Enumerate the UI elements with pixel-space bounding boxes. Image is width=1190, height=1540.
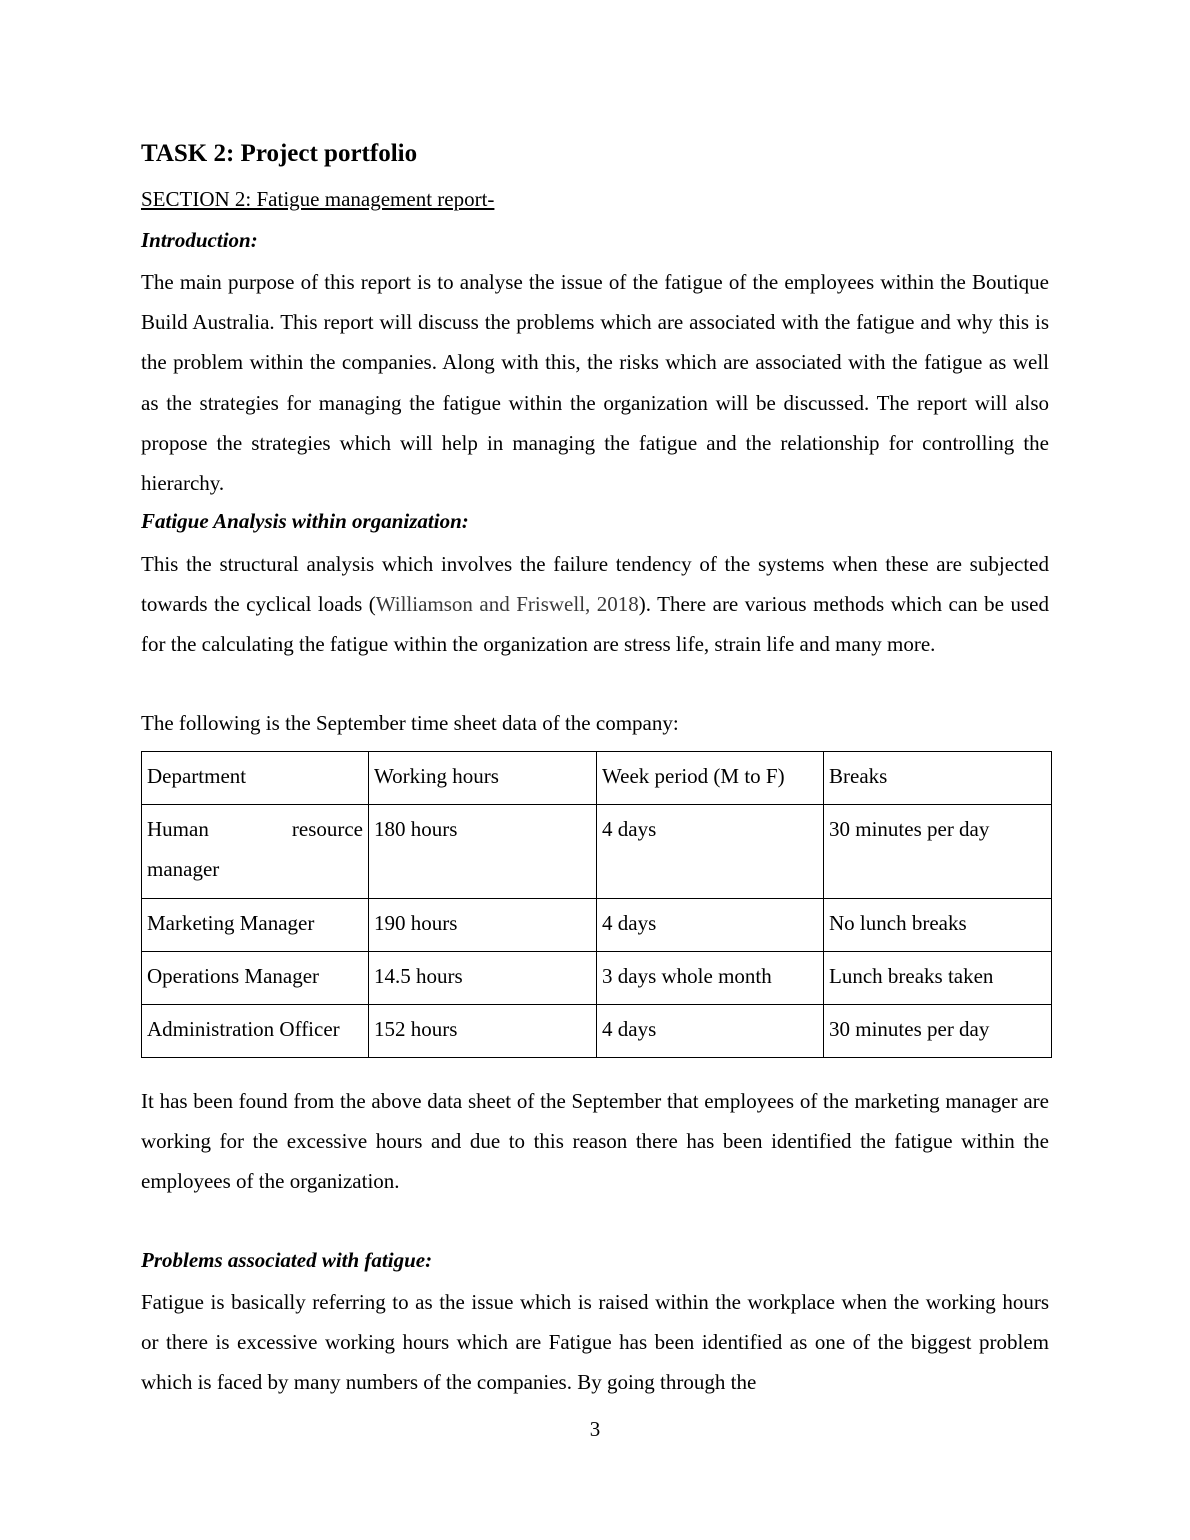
cell-period: 4 days — [597, 898, 824, 951]
fatigue-analysis-paragraph — [141, 544, 1049, 665]
table-row — [142, 951, 1052, 1004]
fatigue-analysis-heading: Fatigue Analysis within organization: — [141, 509, 469, 533]
header-breaks: Breaks — [824, 752, 1052, 805]
cell-hours: 14.5 hours — [369, 951, 597, 1004]
header-week-period: Week period (M to F) — [597, 752, 824, 805]
department-word: Human — [147, 817, 209, 842]
department-word: manager — [147, 857, 220, 882]
cell-hours: 152 hours — [369, 1005, 597, 1058]
table-row — [142, 805, 1052, 898]
analysis-text-before-citation: This the structural analysis which involves the failure tendency of the systems when these are subjected towards the cyclical loads ( — [141, 552, 1049, 617]
department-first-line — [147, 809, 363, 849]
analysis-text-after-citation: ). There are various methods which can be used for the calculating the fatigue within the organization are stress life, strain life and many more. — [141, 592, 1049, 657]
findings-paragraph: It has been found from the above data sheet of the September that employees of the marketing manager are working for the excessive hours and due to this reason there has been identified the fatigue within the employees of the organization. — [141, 1089, 1049, 1194]
cell-period: 4 days — [597, 805, 824, 898]
citation: Williamson and Friswell, 2018 — [375, 592, 639, 617]
cell-department: Administration Officer — [142, 1005, 369, 1058]
cell-breaks: 30 minutes per day — [824, 805, 1052, 898]
cell-department: Operations Manager — [142, 951, 369, 1004]
header-working-hours: Working hours — [369, 752, 597, 805]
cell-period: 4 days — [597, 1005, 824, 1058]
cell-breaks: 30 minutes per day — [824, 1005, 1052, 1058]
cell-hours: 180 hours — [369, 805, 597, 898]
department-word: resource — [291, 817, 363, 842]
table-header-row — [142, 752, 1052, 805]
cell-department — [142, 805, 369, 898]
header-department: Department — [142, 752, 369, 805]
introduction-heading: Introduction: — [141, 228, 258, 252]
problems-heading: Problems associated with fatigue: — [141, 1248, 433, 1272]
section-title: SECTION 2: Fatigue management report- — [141, 187, 495, 211]
cell-period: 3 days whole month — [597, 951, 824, 1004]
timesheet-table — [141, 751, 1052, 1058]
cell-breaks: Lunch breaks taken — [824, 951, 1052, 1004]
page-number: 3 — [589, 1417, 601, 1441]
cell-hours: 190 hours — [369, 898, 597, 951]
table-row — [142, 1005, 1052, 1058]
task-title: TASK 2: Project portfolio — [141, 140, 418, 167]
table-intro: The following is the September time sheet data of the company: — [141, 711, 679, 735]
introduction-paragraph: The main purpose of this report is to analyse the issue of the fatigue of the employees within the Boutique Build Australia. This report will discuss the problems which are associated with the fatigue and why this is the problem within the companies. Along with this, the risks which are associated with the fatigue as well as the strategies for managing the fatigue within the organization will be discussed. The report will also propose the strategies which will help in managing the fatigue and the relationship for controlling the hierarchy. — [141, 270, 1049, 496]
table-row — [142, 898, 1052, 951]
cell-department: Marketing Manager — [142, 898, 369, 951]
cell-breaks: No lunch breaks — [824, 898, 1052, 951]
problems-paragraph: Fatigue is basically referring to as the issue which is raised within the workplace when the working hours or there is excessive working hours which are Fatigue has been identified as one of the biggest problem which is faced by many numbers of the companies. By going through the — [141, 1290, 1049, 1395]
